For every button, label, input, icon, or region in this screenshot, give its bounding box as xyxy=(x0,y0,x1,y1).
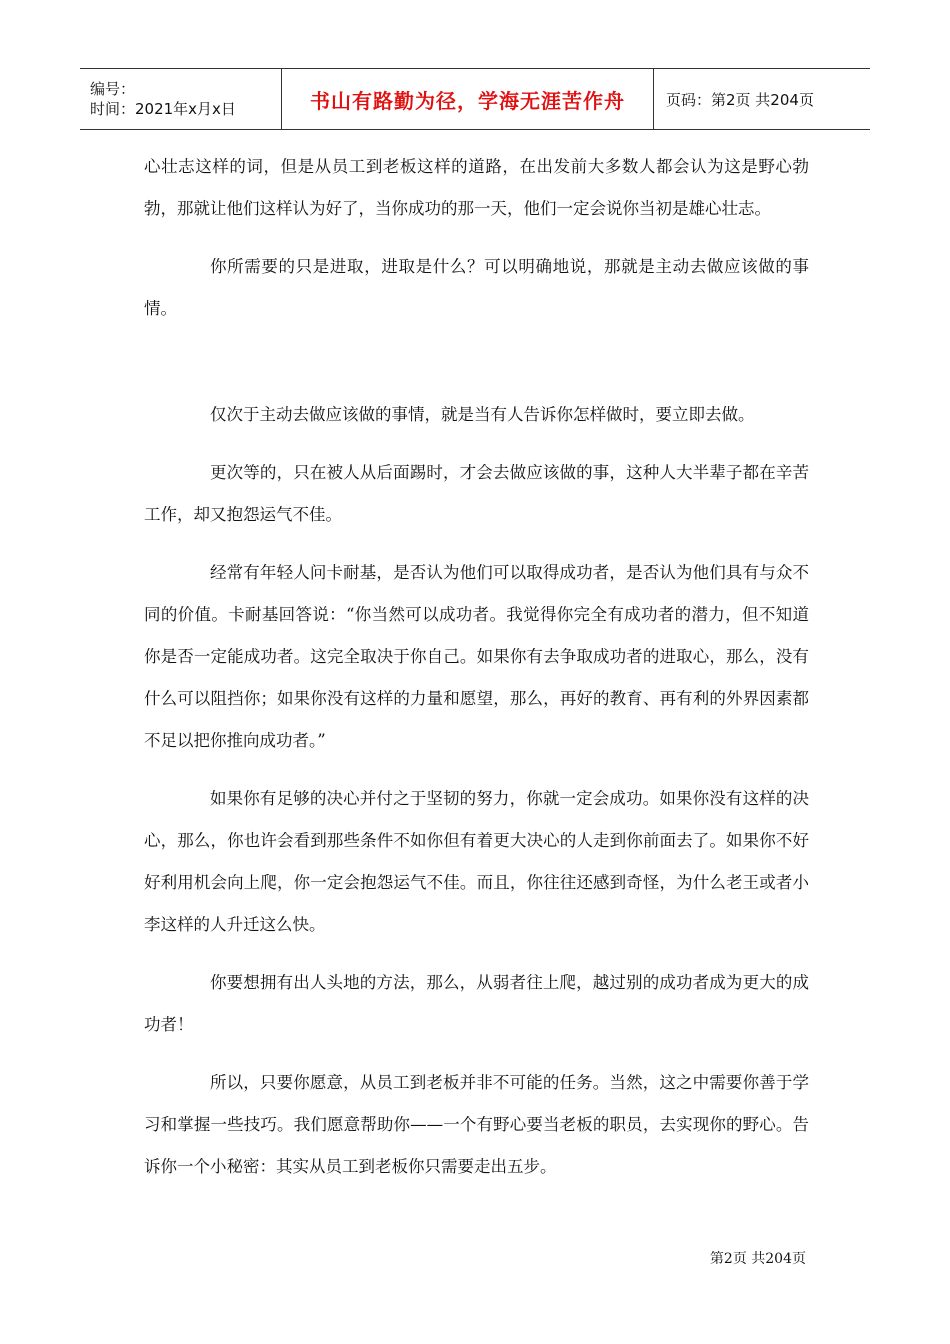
paragraph-4: 更次等的，只在被人从后面踢时，才会去做应该做的事，这种人大半辈子都在辛苦工作，却又抱怨运气不佳。 xyxy=(144,463,809,524)
paragraph-6: 如果你有足够的决心并付之于坚韧的努力，你就一定会成功。如果你没有这样的决心，那么，你也许会看到那些条件不如你但有着更大决心的人走到你前面去了。如果你不好好利用机会向上爬，你一定会抱怨运气不佳。而且，你往往还感到奇怪，为什么老王或者小李这样的人升迁这么快。 xyxy=(144,789,809,934)
paragraph-spacer xyxy=(144,346,809,394)
paragraph-8: 所以，只要你愿意，从员工到老板并非不可能的任务。当然，这之中需要你善于学习和掌握一些技巧。我们愿意帮助你——一个有野心要当老板的职员，去实现你的野心。告诉你一个小秘密：其实从员工到老板你只需要走出五步。 xyxy=(144,1073,809,1176)
page-footer xyxy=(710,1248,806,1268)
paragraph-3: 仅次于主动去做应该做的事情，就是当有人告诉你怎样做时，要立即去做。 xyxy=(210,405,755,424)
header-meta xyxy=(80,69,282,129)
time-label: 时间：2021年x月x日 xyxy=(90,100,236,118)
header-page-label: 页码：第2页 共204页 xyxy=(666,90,814,109)
paragraph-2: 你所需要的只是进取，进取是什么？可以明确地说，那就是主动去做应该做的事情。 xyxy=(144,257,809,318)
header-motto: 书山有路勤为径，学海无涯苦作舟 xyxy=(310,88,625,113)
header-page-cell xyxy=(654,69,870,129)
document-body xyxy=(144,146,809,1204)
footer-page-number: 第2页 共204页 xyxy=(709,1251,806,1267)
document-header xyxy=(80,68,870,130)
paragraph-5: 经常有年轻人问卡耐基，是否认为他们可以取得成功者，是否认为他们具有与众不同的价值。卡耐基回答说：“你当然可以成功者。我觉得你完全有成功者的潜力，但不知道你是否一定能成功者。这完全取决于你自己。如果你有去争取成功者的进取心，那么，没有什么可以阻挡你；如果你没有这样的力量和愿望，那么，再好的教育、再有利的外界因素都不足以把你推向成功者。” xyxy=(144,563,809,750)
number-label: 编号： xyxy=(90,80,136,98)
paragraph-1: 心壮志这样的词，但是从员工到老板这样的道路，在出发前大多数人都会认为这是野心勃勃，那就让他们这样认为好了，当你成功的那一天，他们一定会说你当初是雄心壮志。 xyxy=(144,157,809,218)
paragraph-7: 你要想拥有出人头地的方法，那么，从弱者往上爬，越过别的成功者成为更大的成功者！ xyxy=(144,973,809,1034)
header-motto-cell xyxy=(282,69,654,129)
